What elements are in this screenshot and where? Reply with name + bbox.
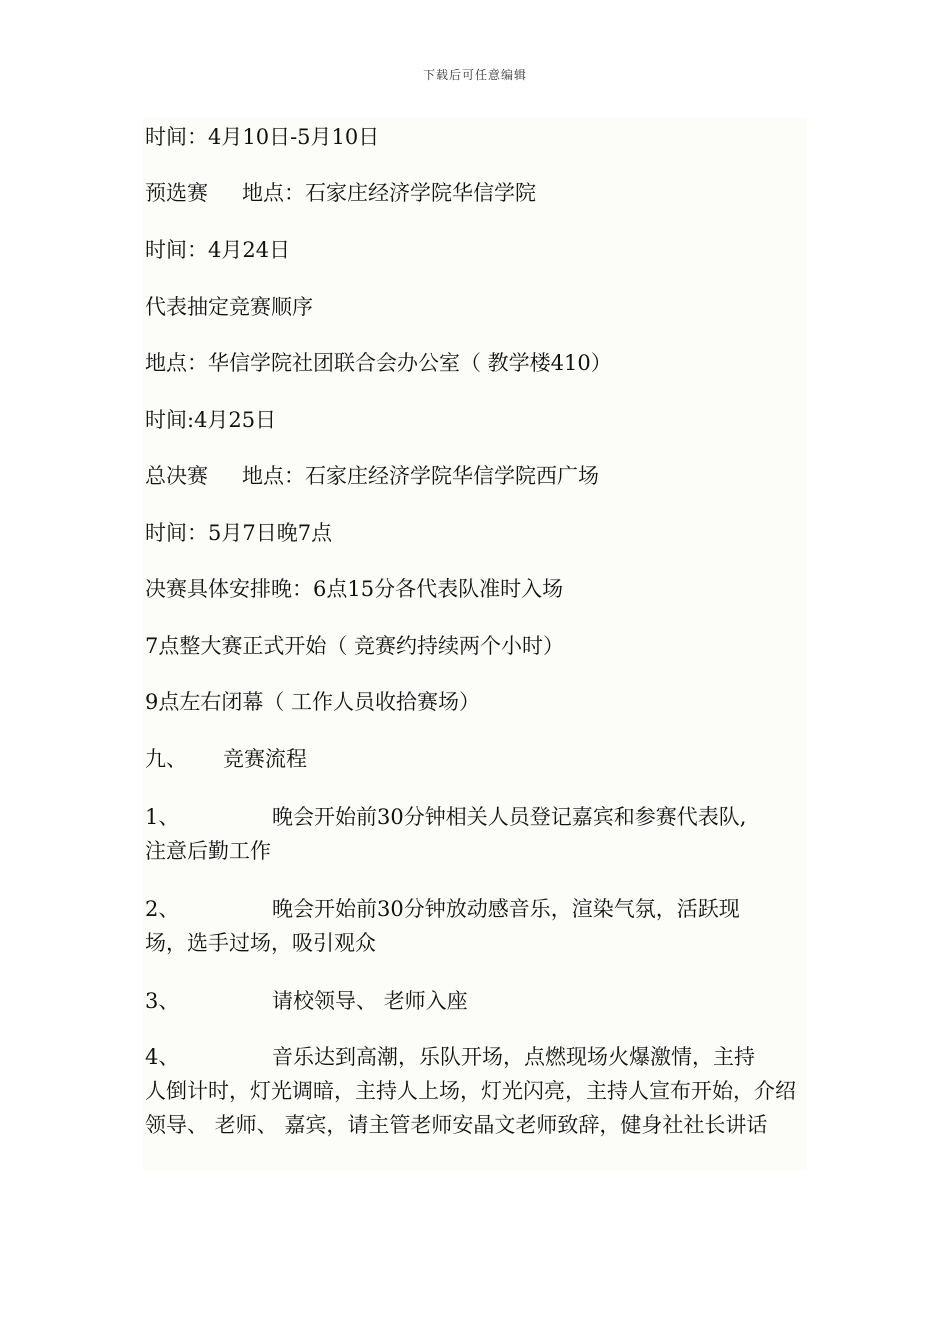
section-title: 竞赛流程 (223, 747, 307, 771)
step-item (145, 1040, 807, 1142)
section-number: 九、 (145, 747, 187, 771)
text-line: 时间:4月25日 (145, 408, 277, 432)
step-text: 晚会开始前30分钟放动感音乐，渲染气氛，活跃现 (272, 897, 740, 921)
step-continuation: 注意后勤工作 (145, 839, 271, 863)
step-continuation: 人倒计时，灯光调暗，主持人上场，灯光闪亮，主持人宣布开始，介绍领导、 老师、 嘉宾，请主管老师安晶文老师致辞，健身社社长讲话 (145, 1079, 796, 1137)
section-label: 总决赛 (145, 464, 208, 488)
text-line: 7点整大赛正式开始（ 竞赛约持续两个小时） (145, 634, 565, 658)
text-line: 代表抽定竞赛顺序 (145, 295, 313, 319)
step-text: 晚会开始前30分钟相关人员登记嘉宾和参赛代表队, (272, 805, 747, 829)
text-line: 时间：4月24日 (145, 238, 291, 262)
text-line: 时间：4月10日-5月10日 (145, 125, 380, 149)
text-line (145, 176, 536, 210)
step-continuation: 场，选手过场，吸引观众 (145, 931, 376, 955)
text-line (145, 459, 599, 493)
header-note: 下载后可任意编辑 (422, 68, 527, 82)
step-item (145, 800, 807, 868)
step-item (145, 892, 807, 960)
step-number: 3、 (145, 989, 180, 1013)
step-number: 1、 (145, 805, 180, 829)
section-label: 预选赛 (145, 181, 208, 205)
location-text: 地点：石家庄经济学院华信学院 (242, 181, 536, 205)
step-item (145, 984, 807, 1018)
text-line: 时间：5月7日晚7点 (145, 521, 333, 545)
step-number: 2、 (145, 897, 180, 921)
step-text: 音乐达到高潮，乐队开场，点燃现场火爆激情，主持 (272, 1045, 755, 1069)
text-line: 决赛具体安排晚：6点15分各代表队准时入场 (145, 577, 564, 601)
step-text: 请校领导、 老师入座 (272, 989, 468, 1013)
section-heading (145, 742, 307, 776)
step-number: 4、 (145, 1045, 180, 1069)
location-text: 地点：石家庄经济学院华信学院西广场 (242, 464, 599, 488)
text-line: 9点左右闭幕（ 工作人员收拾赛场） (145, 690, 481, 714)
text-line: 地点：华信学院社团联合会办公室（ 教学楼410） (145, 351, 612, 375)
document-body (143, 118, 807, 1170)
